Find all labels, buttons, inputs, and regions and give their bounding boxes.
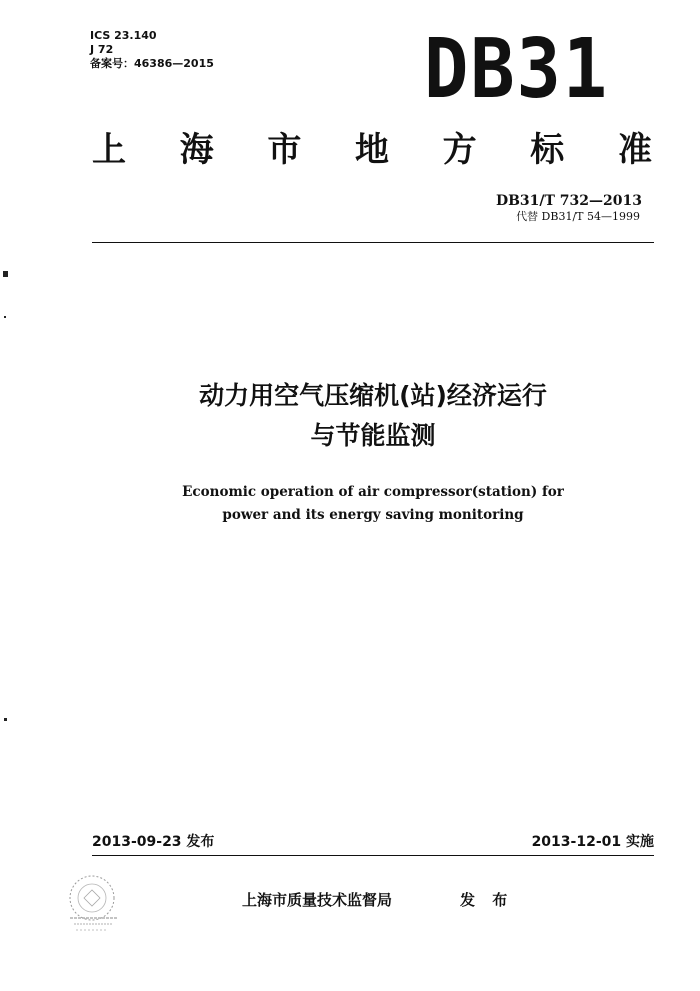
title-english-line: power and its energy saving monitoring: [222, 507, 524, 523]
issue-date: 2013-09-23 发布: [92, 834, 215, 850]
title-chinese-line: 动力用空气压缩机(站)经济运行: [199, 381, 547, 410]
replaces-note: 代替 DB31/T 54—1999: [516, 210, 640, 223]
footer-divider: [92, 855, 654, 856]
title-chinese: [92, 376, 654, 456]
publisher-name: 上海市质量技术监督局: [242, 891, 393, 909]
filing-number: 备案号：46386—2015: [90, 57, 214, 70]
standard-type-char: 海: [179, 130, 214, 170]
header-divider: [92, 242, 654, 243]
implementation-date: 2013-12-01 实施: [531, 834, 654, 850]
standard-type-char: 上: [92, 130, 126, 170]
standard-type-banner: [92, 130, 652, 170]
db31-logo: DB31: [424, 22, 609, 117]
standard-code: DB31/T 732—2013: [495, 193, 642, 209]
ics-number: ICS 23.140: [90, 29, 157, 42]
standard-type-char: 地: [354, 130, 389, 170]
classification-code: J 72: [90, 43, 114, 56]
standard-type-char: 准: [617, 130, 652, 170]
standard-type-char: 市: [267, 130, 302, 170]
title-chinese-line: 与节能监测: [310, 421, 436, 450]
standard-type-char: 方: [442, 130, 477, 170]
scan-speck: [4, 316, 6, 318]
title-english: [92, 481, 654, 527]
title-english-line: Economic operation of air compressor(station) for: [182, 484, 564, 500]
scan-speck: [3, 271, 8, 277]
meta-block: [90, 29, 214, 71]
standard-type-char: 标: [530, 130, 565, 170]
seal-stamp-icon: [62, 870, 126, 932]
publish-label: 发 布: [460, 891, 514, 909]
scan-speck: [4, 718, 7, 721]
